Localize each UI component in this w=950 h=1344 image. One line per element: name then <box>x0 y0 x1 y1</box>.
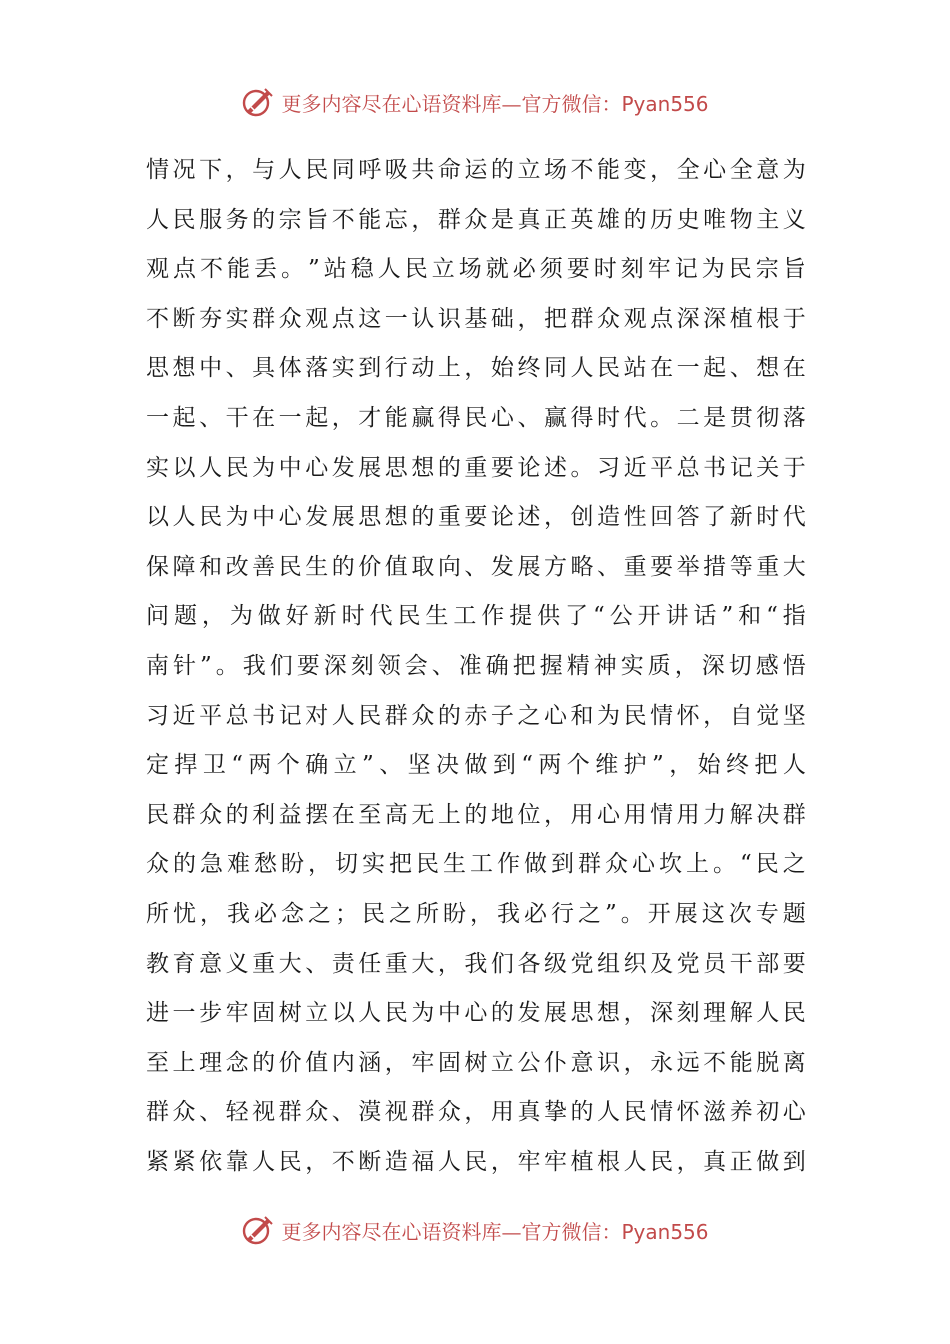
footer-banner-handle: Pyan556 <box>621 1219 709 1244</box>
text-line: 问 题 ， 为 做 好 新 时 代 民 生 工 作 提 供 了 “ 公 开 讲 话 ” 和 “ 指 <box>146 603 806 630</box>
text-line: 众 的 急 难 愁 盼 ， 切 实 把 民 生 工 作 做 到 群 众 心 坎 上 。 “ 民 之 <box>146 851 806 878</box>
text-line: 紧 紧 依 靠 人 民 ， 不 断 造 福 人 民 ， 牢 牢 植 根 人 民 ， 真 正 做 到 <box>146 1148 806 1175</box>
header-banner-text: 更多内容尽在心语资料库—官方微信：Pyan556 <box>281 91 709 116</box>
text-line: 至 上 理 念 的 价 值 内 涵 ， 牢 固 树 立 公 仆 意 识 ， 永 远 不 能 脱 离 <box>146 1049 806 1076</box>
text-line: 进 一 步 牢 固 树 立 以 人 民 为 中 心 的 发 展 思 想 ， 深 刻 理 解 人 民 <box>146 1000 806 1027</box>
text-line: 实 以 人 民 为 中 心 发 展 思 想 的 重 要 论 述 。 习 近 平 总 书 记 关 于 <box>146 454 806 481</box>
text-line: 习 近 平 总 书 记 对 人 民 群 众 的 赤 子 之 心 和 为 民 情 怀 ， 自 觉 坚 <box>146 702 806 729</box>
text-line: 观 点 不 能 丢 。 ” 站 稳 人 民 立 场 就 必 须 要 时 刻 牢 记 为 民 宗 旨 <box>146 256 806 283</box>
text-line: 以 人 民 为 中 心 发 展 思 想 的 重 要 论 述 ， 创 造 性 回 答 了 新 时 代 <box>146 504 806 531</box>
header-banner-handle: Pyan556 <box>621 91 709 116</box>
text-line: 人 民 服 务 的 宗 旨 不 能 忘 ， 群 众 是 真 正 英 雄 的 历 史 唯 物 主 义 <box>146 206 806 233</box>
text-line: 思 想 中 、 具 体 落 实 到 行 动 上 ， 始 终 同 人 民 站 在 一 起 、 想 在 <box>146 355 806 382</box>
header-banner <box>0 80 950 124</box>
document-body <box>146 146 806 1187</box>
text-line: 南 针 ” 。 我 们 要 深 刻 领 会 、 准 确 把 握 精 神 实 质 ， 深 切 感 悟 <box>146 652 806 679</box>
quill-circle-logo-icon <box>241 85 275 119</box>
text-line: 教 育 意 义 重 大 、 责 任 重 大 ， 我 们 各 级 党 组 织 及 党 员 干 部 要 <box>146 950 806 977</box>
text-line: 群 众 、 轻 视 群 众 、 漠 视 群 众 ， 用 真 挚 的 人 民 情 怀 滋 养 初 心 <box>146 1099 806 1126</box>
text-line: 不 断 夯 实 群 众 观 点 这 一 认 识 基 础 ， 把 群 众 观 点 深 深 植 根 于 <box>146 305 806 332</box>
footer-banner-text: 更多内容尽在心语资料库—官方微信：Pyan556 <box>281 1219 709 1244</box>
quill-circle-logo-icon <box>241 1213 275 1247</box>
text-line: 情 况 下 ， 与 人 民 同 呼 吸 共 命 运 的 立 场 不 能 变 ， 全 心 全 意 为 <box>146 157 806 183</box>
text-line: 定 捍 卫 “ 两 个 确 立 ” 、 坚 决 做 到 “ 两 个 维 护 ” ， 始 终 把 人 <box>146 752 806 779</box>
text-line: 民 群 众 的 利 益 摆 在 至 高 无 上 的 地 位 ， 用 心 用 情 用 力 解 决 群 <box>146 801 806 828</box>
text-line: 一 起 、 干 在 一 起 ， 才 能 赢 得 民 心 、 赢 得 时 代 。 二 是 贯 彻 落 <box>146 404 806 431</box>
text-line: 保 障 和 改 善 民 生 的 价 值 取 向 、 发 展 方 略 、 重 要 举 措 等 重 大 <box>146 553 806 580</box>
footer-banner <box>0 1208 950 1252</box>
text-line: 所 忧 ， 我 必 念 之 ； 民 之 所 盼 ， 我 必 行 之 ” 。 开 展 这 次 专 题 <box>146 900 806 927</box>
